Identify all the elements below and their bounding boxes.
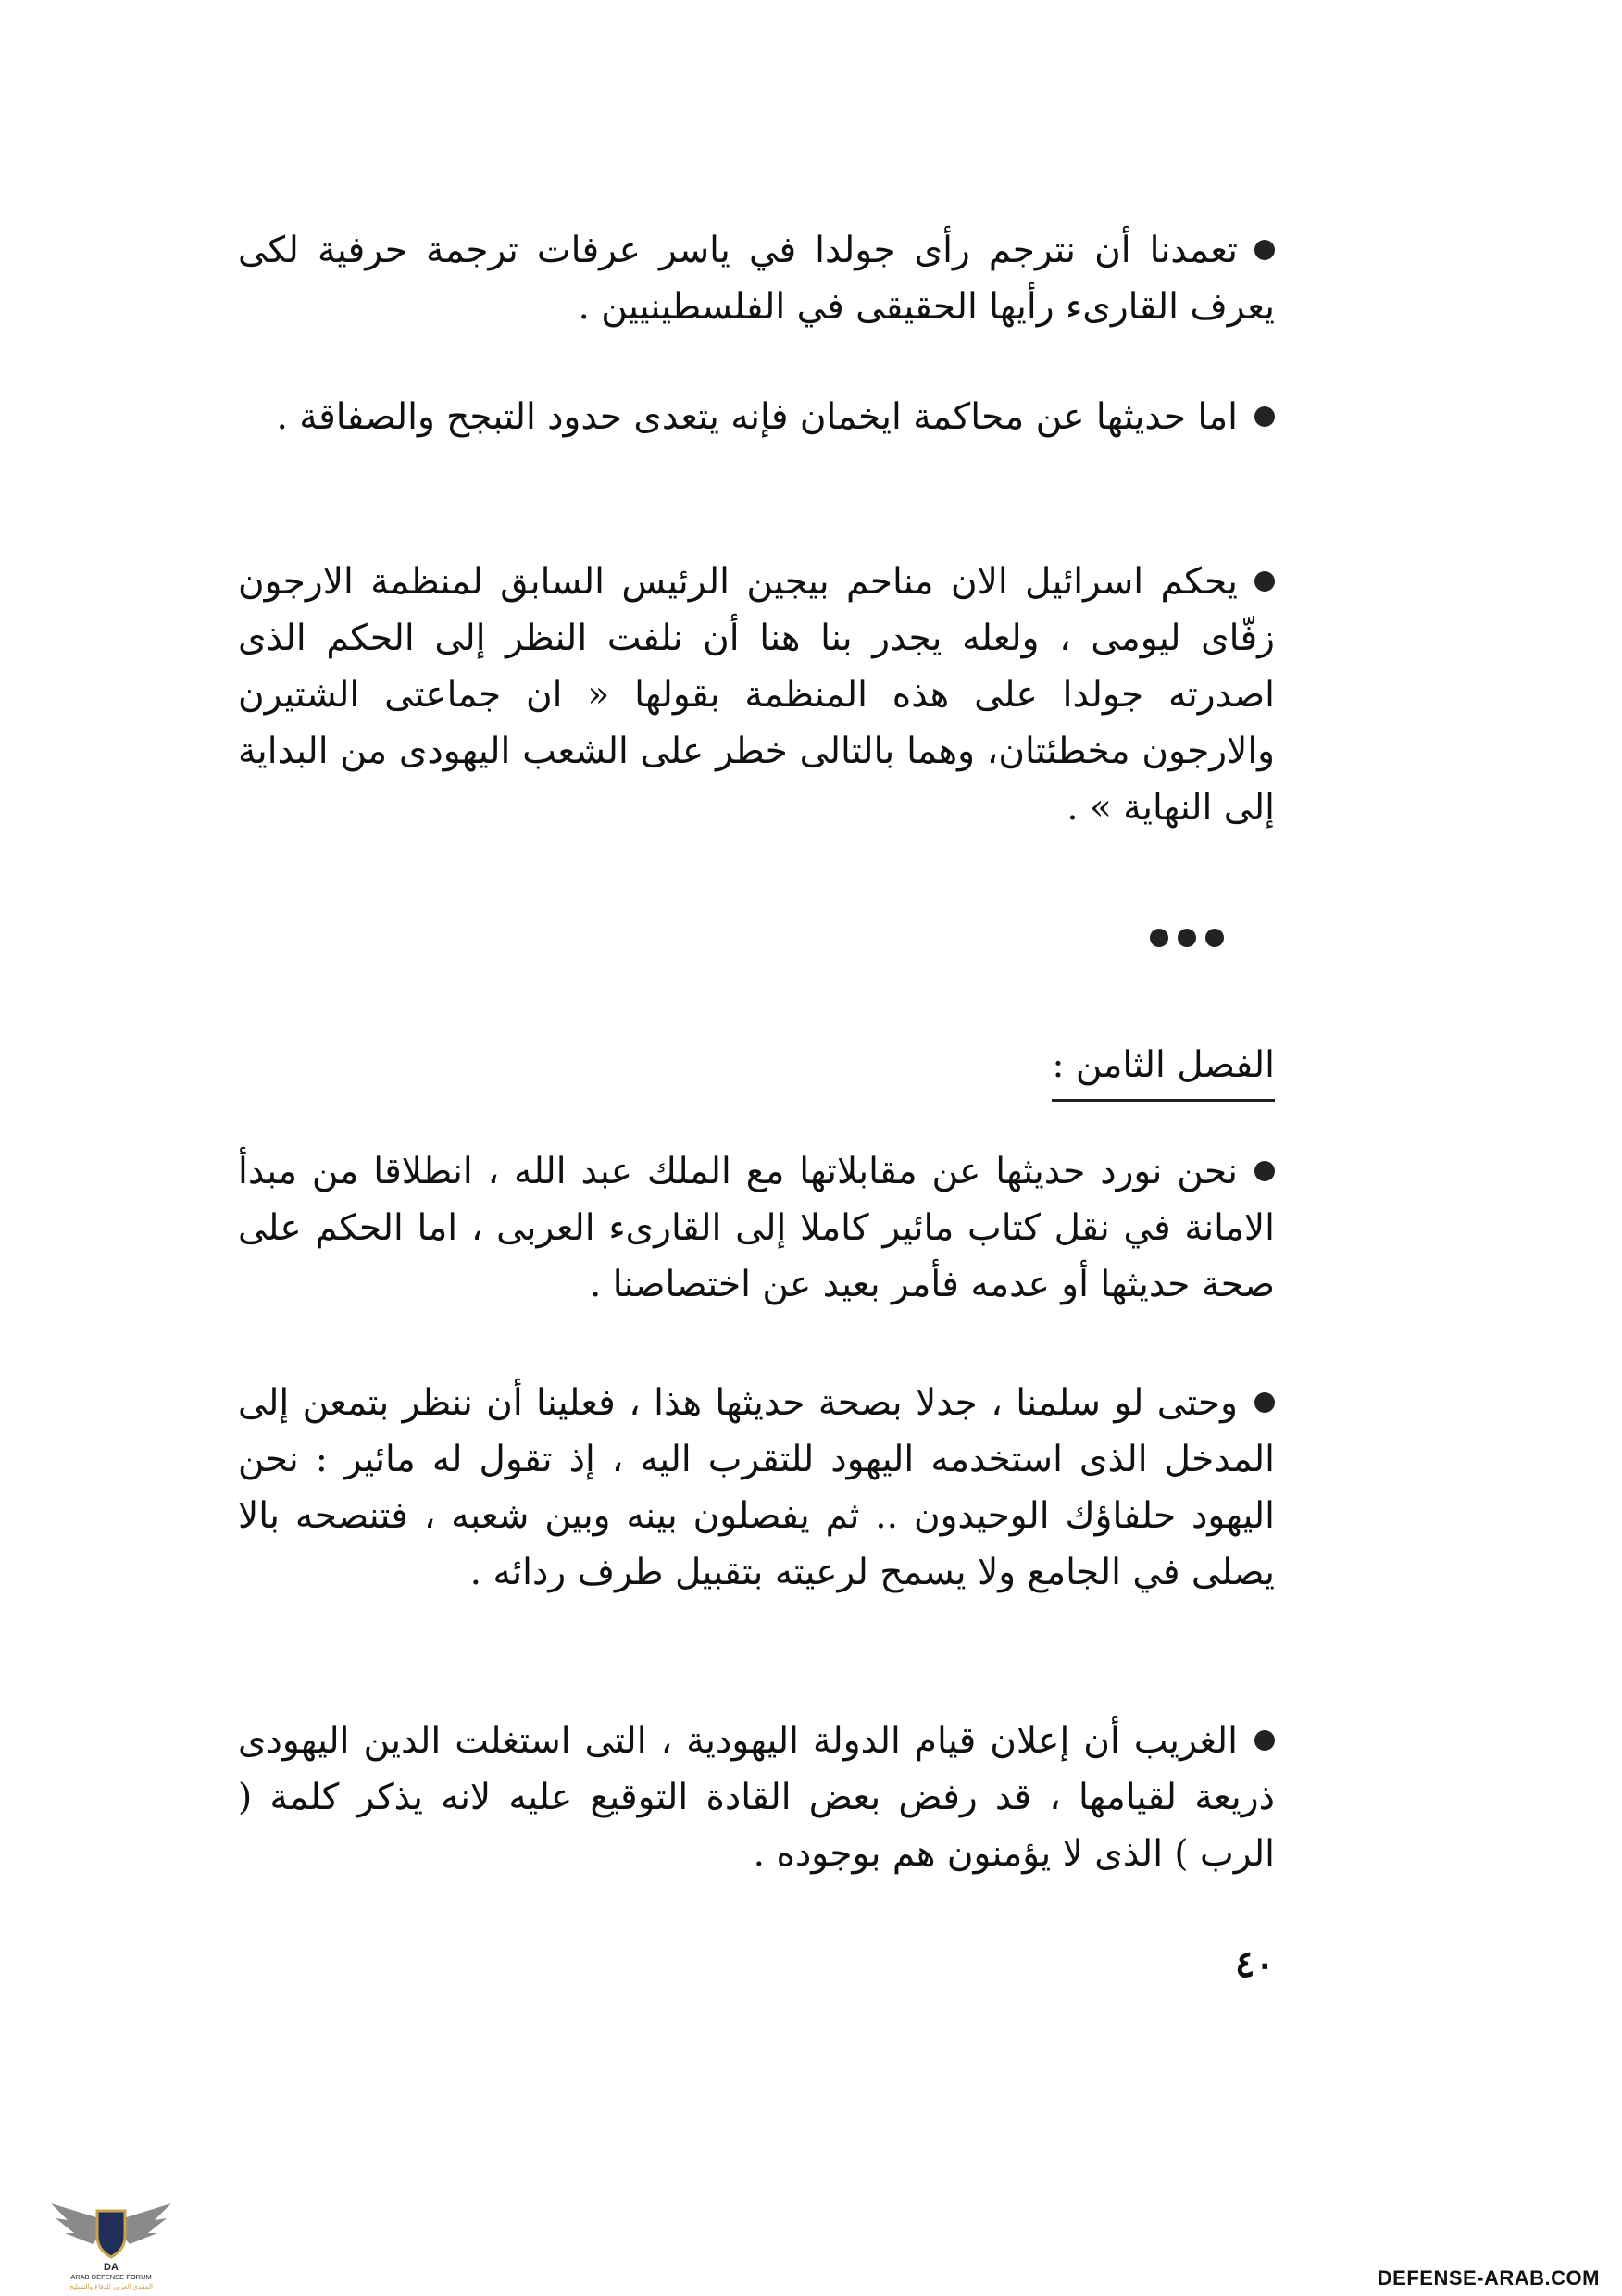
logo-initials: DA (104, 2262, 119, 2273)
paragraph-3 (238, 554, 1275, 836)
bullet-icon (1254, 240, 1275, 260)
page-number: ٤٠ (1235, 1942, 1275, 1986)
shield-icon (97, 2211, 125, 2257)
separator-dot-icon (1150, 929, 1168, 947)
chapter-heading: الفصل الثامن : (1052, 1037, 1275, 1102)
paragraph-5 (238, 1375, 1275, 1601)
separator-dot-icon (1205, 929, 1224, 947)
paragraph-4 (238, 1143, 1275, 1313)
paragraph-2 (238, 389, 1275, 445)
paragraph-text: الغريب أن إعلان قيام الدولة اليهودية ، التى استغلت الدين اليهودى ذريعة لقيامها ، قد رفض بعض القادة التوقيع عليه لانه يذكر كلمة ( الرب ) الذى لا يؤمنون هم بوجوده . (238, 1720, 1275, 1875)
section-separator (1150, 929, 1224, 947)
paragraph-text: نحن نورد حديثها عن مقابلاتها مع الملك عبد الله ، انطلاقا من مبدأ الامانة في نقل كتاب مائير كاملا إلى القارىء العربى ، اما الحكم على صحة حديثها أو عدمه فأمر بعيد عن اختصاصنا . (238, 1151, 1275, 1305)
paragraph-text: اما حديثها عن محاكمة ايخمان فإنه يتعدى حدود التبجح والصفاقة . (276, 396, 1238, 438)
paragraph-6 (238, 1713, 1275, 1882)
paragraph-text: وحتى لو سلمنا ، جدلا بصحة حديثها هذا ، فعلينا أن ننظر بتمعن إلى المدخل الذى استخدمه اليهود للتقرب اليه ، إذ تقول له مائير : نحن اليهود حلفاؤك الوحيدون .. ثم يفصلون بينه وبين شعبه ، فتنصحه بالا يصلى في الجامع ولا يسمح لرعيته بتقبيل طرف ردائه . (238, 1382, 1275, 1593)
bullet-icon (1254, 1392, 1275, 1413)
bullet-icon (1254, 1161, 1275, 1181)
arab-defense-forum-logo (42, 2185, 181, 2291)
bullet-icon (1254, 571, 1275, 592)
separator-dot-icon (1178, 929, 1196, 947)
logo-name-en: ARAB DEFENSE FORUM (70, 2273, 152, 2281)
watermark: DEFENSE-ARAB.COM (1377, 2266, 1600, 2290)
paragraph-text: تعمدنا أن نترجم رأى جولدا في ياسر عرفات ترجمة حرفية لكى يعرف القارىء رأيها الحقيقى في الفلسطينيين . (238, 230, 1275, 328)
logo-name-ar: المنتدى العربي للدفاع والتسليح (69, 2283, 153, 2290)
paragraph-1 (238, 222, 1275, 335)
bullet-icon (1254, 406, 1275, 427)
bullet-icon (1254, 1730, 1275, 1751)
paragraph-text: يحكم اسرائيل الان مناحم بيجين الرئيس السابق لمنظمة الارجون زفّاى ليومى ، ولعله يجدر بنا هنا أن نلفت النظر إلى الحكم الذى اصدرته جولدا على هذه المنظمة بقولها « ان جماعتى الشتيرن والارجون مخطئتان، وهما بالتالى خطر على الشعب اليهودى من البداية إلى النهاية » . (238, 561, 1275, 829)
